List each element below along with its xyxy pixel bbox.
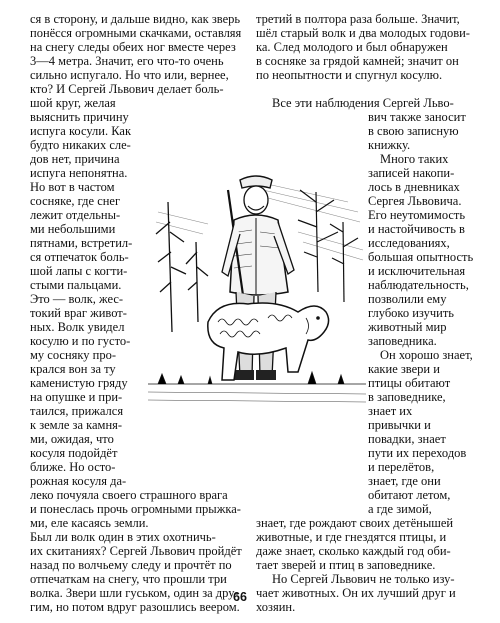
- text-line: глубоко изучить: [368, 306, 454, 320]
- text-line: вич также заносит: [368, 110, 466, 124]
- text-line: в сосняке за грядой камней; значит он: [256, 54, 459, 68]
- text-line: на опушке и при-: [30, 390, 123, 404]
- text-line: книжку.: [368, 138, 411, 152]
- text-line: большая опытность: [368, 250, 474, 264]
- text-line: шёл старый волк и два молодых годови-: [256, 26, 470, 40]
- text-line: понёсся огромными скачками, оставляя: [30, 26, 242, 40]
- text-line: назад по волчьему следу и прочтёт по: [30, 558, 232, 572]
- text-line: шой лапы с когти-: [30, 264, 128, 278]
- text-line: Он хорошо знает,: [380, 348, 473, 362]
- text-line: какие звери и: [368, 362, 440, 376]
- text-line: животные, и где гнездятся птицы, и: [256, 530, 447, 544]
- text-line: токий враг живот-: [30, 306, 127, 320]
- text-line: дов нет, причина: [30, 152, 120, 166]
- text-line: волка. Звери шли гуськом, один за дру-: [30, 586, 239, 600]
- text-line: и понеслась прочь огромными прыжка-: [30, 502, 241, 516]
- text-line: косуля подойдёт: [30, 446, 118, 460]
- text-line: привычки и: [368, 418, 431, 432]
- text-line: знает их: [368, 404, 413, 418]
- text-line: гим, но потом вдруг разошлись веером.: [30, 600, 240, 614]
- text-line: повадки, знает: [368, 432, 446, 446]
- text-line: птицы обитают: [368, 376, 451, 390]
- text-line: ка. След молодого и был обнаружен: [256, 40, 448, 54]
- text-line: исследованиях,: [368, 236, 450, 250]
- text-line: ми небольшими: [30, 222, 116, 236]
- text-line: в свою записную: [368, 124, 459, 138]
- text-line: Но Сергей Львович не только изу-: [272, 572, 455, 586]
- text-line: тает зверей и птиц в заповеднике.: [256, 558, 436, 572]
- text-line: животный мир: [368, 320, 447, 334]
- text-line: Все эти наблюдения Сергей Льво-: [272, 96, 454, 110]
- text-line: ся отпечаток боль-: [30, 250, 129, 264]
- text-line: заповедника.: [368, 334, 437, 348]
- text-line: пятнами, встретил-: [30, 236, 133, 250]
- text-line: му сосняку про-: [30, 348, 117, 362]
- page-number: 66: [233, 590, 247, 604]
- text-line: обитают летом,: [368, 488, 451, 502]
- forester-with-dog-illustration: [148, 172, 366, 410]
- text-line: стыми пальцами.: [30, 278, 122, 292]
- text-line: знает, где рождают своих детёнышей: [256, 516, 454, 530]
- text-line: знает, где они: [368, 474, 441, 488]
- text-line: лежит отдельны-: [30, 208, 121, 222]
- text-line: пути их переходов: [368, 446, 467, 460]
- text-line: испуга непонятна.: [30, 166, 128, 180]
- text-line: по неопытности и спугнул косулю.: [256, 68, 443, 82]
- text-line: в заповеднике,: [368, 390, 446, 404]
- text-line: ближе. Но осто-: [30, 460, 116, 474]
- text-line: ми, еле касаясь земли.: [30, 516, 149, 530]
- text-line: лось в дневниках: [368, 180, 460, 194]
- text-line: и настойчивость в: [368, 222, 465, 236]
- text-line: Его неутомимость: [368, 208, 466, 222]
- text-line: Это — волк, жес-: [30, 292, 124, 306]
- text-line: шой круг, желая: [30, 96, 116, 110]
- text-line: записей накопи-: [368, 166, 455, 180]
- text-line: даже знает, сколько каждый год оби-: [256, 544, 451, 558]
- text-line: наблюдательность,: [368, 278, 469, 292]
- text-line: а где зимой,: [368, 502, 432, 516]
- text-line: Много таких: [380, 152, 449, 166]
- text-line: ся в сторону, и дальше видно, как зверь: [30, 12, 241, 26]
- text-line: отпечаткам на снегу, что прошли три: [30, 572, 227, 586]
- text-line: таился, прижался: [30, 404, 124, 418]
- text-line: сосняке, где снег: [30, 194, 121, 208]
- text-line: выяснить причину: [30, 110, 129, 124]
- text-line: к земле за камня-: [30, 418, 123, 432]
- text-line: Был ли волк один в этих охотничь-: [30, 530, 216, 544]
- text-line: будто никаких сле-: [30, 138, 131, 152]
- text-line: третий в полтора раза больше. Значит,: [256, 12, 460, 26]
- text-line: и исключительная: [368, 264, 466, 278]
- text-line: рожная косуля да-: [30, 474, 127, 488]
- text-line: испуга косули. Как: [30, 124, 132, 138]
- text-line: сильно испугало. Но что или, вернее,: [30, 68, 229, 82]
- text-line: их скитаниях? Сергей Львович пройдёт: [30, 544, 242, 558]
- text-line: 3—4 метра. Значит, его что-то очень: [30, 54, 224, 68]
- text-line: позволили ему: [368, 292, 447, 306]
- text-line: каменистую гряду: [30, 376, 128, 390]
- text-line: Сергея Львовича.: [368, 194, 462, 208]
- text-line: Но вот в частом: [30, 180, 115, 194]
- text-line: кто? И Сергей Львович делает боль-: [30, 82, 224, 96]
- text-line: леко почуяла своего страшного врага: [30, 488, 228, 502]
- text-line: на снегу следы обеих ног вместе через: [30, 40, 236, 54]
- text-line: хозяин.: [256, 600, 296, 614]
- text-line: ми, ожидая, что: [30, 432, 114, 446]
- text-line: крался вон за ту: [30, 362, 116, 376]
- text-line: ных. Волк увидел: [30, 320, 125, 334]
- text-line: и перелётов,: [368, 460, 435, 474]
- text-line: косулю и по густо-: [30, 334, 131, 348]
- text-line: чает животных. Он их лучший друг и: [256, 586, 456, 600]
